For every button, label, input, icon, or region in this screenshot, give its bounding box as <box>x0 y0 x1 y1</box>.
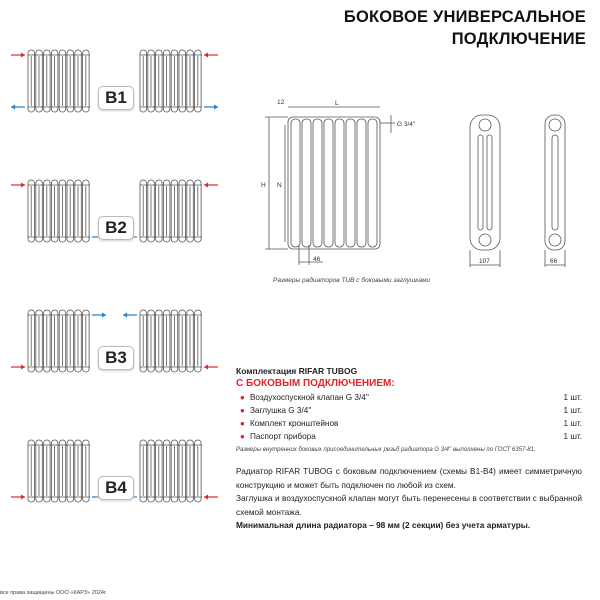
supply-arrow-icon <box>11 53 25 58</box>
bullet-icon: ● <box>240 419 245 428</box>
dim-N: N <box>277 182 282 189</box>
dim-H: H <box>261 182 266 189</box>
scheme-label: B1 <box>98 86 134 110</box>
radiator <box>140 180 202 242</box>
dimension-drawing <box>255 95 600 275</box>
dim-66: 66 <box>550 258 558 265</box>
drawing-caption: Размеры радиаторов TUB с боковыми заглушками <box>273 277 431 284</box>
supply-arrow-icon <box>11 365 25 370</box>
dim-46: 46 <box>313 256 321 263</box>
return-arrow-icon <box>123 313 137 318</box>
dim-L: L <box>335 100 339 107</box>
supply-arrow-icon <box>204 365 218 370</box>
bullet-icon: ● <box>240 432 245 441</box>
radiator <box>28 440 90 502</box>
scheme-label: B2 <box>98 216 134 240</box>
dim-12: 12 <box>277 99 285 106</box>
supply-arrow-icon <box>11 495 25 500</box>
radiator <box>28 50 90 112</box>
supply-arrow-icon <box>204 495 218 500</box>
kit-item: ● Комплект кронштейнов 1 шт. <box>240 419 582 428</box>
return-arrow-icon <box>92 313 106 318</box>
kit-heading: Комплектация RIFAR TUBOG <box>236 366 358 376</box>
radiator <box>28 180 90 242</box>
supply-arrow-icon <box>204 183 218 188</box>
kit-item: ● Воздухоспускной клапан G 3/4'' 1 шт. <box>240 393 582 402</box>
bullet-icon: ● <box>240 406 245 415</box>
dim-107: 107 <box>479 258 490 265</box>
page-title: БОКОВОЕ УНИВЕРСАЛЬНОЕ ПОДКЛЮЧЕНИЕ <box>343 8 586 48</box>
supply-arrow-icon <box>204 53 218 58</box>
return-arrow-icon <box>204 105 218 110</box>
kit-subheading: С БОКОВЫМ ПОДКЛЮЧЕНИЕМ: <box>236 378 395 389</box>
kit-section <box>236 366 582 453</box>
supply-arrow-icon <box>11 183 25 188</box>
radiator <box>140 310 202 372</box>
radiator <box>28 310 90 372</box>
thread-label: G 3/4'' <box>397 121 416 128</box>
kit-item: ● Паспорт прибора 1 шт. <box>240 432 582 441</box>
scheme-label: B4 <box>98 476 134 500</box>
scheme-label: B3 <box>98 346 134 370</box>
copyright: все права защищены ООО «КАРЗ» 2024г. <box>0 590 107 596</box>
radiator <box>140 440 202 502</box>
return-arrow-icon <box>11 105 25 110</box>
kit-note: Размеры внутренних боковых присоединительных резьб радиатора G 3/4'' выполнены по ГОСТ 6357-81. <box>236 447 536 453</box>
radiator <box>140 50 202 112</box>
description: Радиатор RIFAR TUBOG с боковым подключением (схемы B1-B4) имеет симметричную конструкцию и может быть подключен по любой из схем. Заглушка и воздухоспускной клапан могут быть перенесены в соответствии с выбранной схемой монтажа. Минимальная длина радиатора – 98 мм (2 секции) без учета арматуры. <box>236 466 582 530</box>
bullet-icon: ● <box>240 393 245 402</box>
kit-item: ● Заглушка G 3/4'' 1 шт. <box>240 406 582 415</box>
